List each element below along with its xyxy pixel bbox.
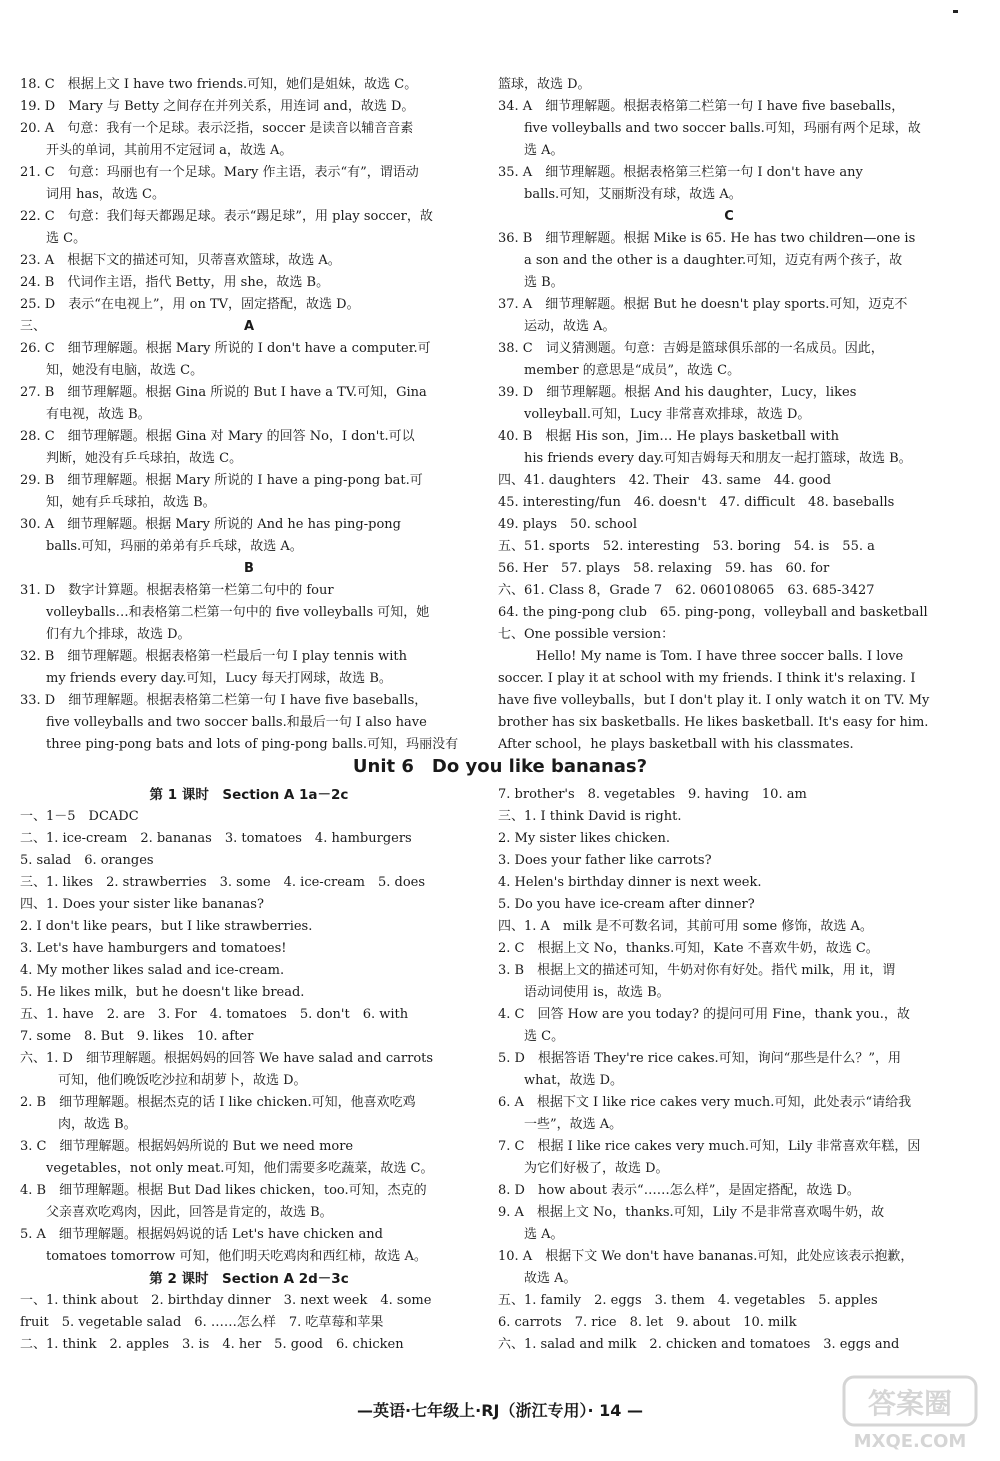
text-line: three ping-pong bats and lots of ping-pong balls.可知，玛丽没有	[46, 737, 459, 752]
text-line: 三、1. likes 2. strawberries 3. some 4. ice-cream 5. does	[20, 875, 426, 890]
text-line: After school，he plays basketball with his classmates.	[498, 737, 854, 752]
text-line: 30. A 细节理解题。根据 Mary 所说的 And he has ping-pong	[20, 517, 401, 532]
text-line: volleyballs…和表格第二栏第一句中的 five volleyballs 可知，她	[46, 605, 430, 620]
text-line: 19. D Mary 与 Betty 之间存在并列关系，用连词 and，故选 D。	[20, 99, 415, 114]
text-line: 开头的单词，其前用不定冠词 a，故选 A。	[46, 143, 293, 158]
watermark-text: 答案圈	[867, 1387, 953, 1420]
text-line: 选 C。	[524, 1029, 565, 1044]
right-column-bottom	[498, 784, 960, 1356]
text-line: 六、1. salad and milk 2. chicken and tomatoes 3. eggs and	[498, 1337, 900, 1352]
text-line: 4. C 回答 How are you today? 的提问可用 Fine，thank you.，故	[498, 1007, 910, 1022]
text-line: tomatoes tomorrow 可知，他们明天吃鸡肉和西红柿，故选 A。	[46, 1249, 427, 1264]
text-line: five volleyballs and two soccer balls.和最后一句 I also have	[46, 715, 427, 730]
text-line: 20. A 句意：我有一个足球。表示泛指，soccer 是读音以辅音音素	[20, 121, 414, 136]
text-line: fruit 5. vegetable salad 6. ……怎么样 7. 吃草莓和苹果	[20, 1315, 384, 1330]
text-line: 4. My mother likes salad and ice-cream.	[20, 963, 285, 978]
section-heading: C	[724, 209, 734, 224]
text-line: 4. B 细节理解题。根据 But Dad likes chicken，too.可知，杰克的	[20, 1183, 427, 1198]
text-line: 选 A。	[524, 1227, 564, 1242]
text-line: 56. Her 57. plays 58. relaxing 59. has 60. for	[498, 561, 830, 576]
text-line: 39. D 细节理解题。根据 And his daughter，Lucy，likes	[498, 385, 857, 400]
text-line: 40. B 根据 His son，Jim… He plays basketball with	[498, 429, 839, 444]
right-column-top	[498, 74, 960, 756]
text-line: 三、 A	[20, 316, 478, 338]
text-line: 2. B 细节理解题。根据杰克的话 I like chicken.可知，他喜欢吃鸡	[20, 1095, 416, 1110]
text-line: 运动，故选 A。	[524, 319, 616, 334]
text-line: 25. D 表示“在电视上”，用 on TV，固定搭配，故选 D。	[20, 297, 360, 312]
text-line: 五、1. family 2. eggs 3. them 4. vegetables 5. apples	[498, 1293, 878, 1308]
text-line: 3. C 细节理解题。根据妈妈所说的 But we need more	[20, 1139, 354, 1154]
lesson-heading: 第 2 课时 Section A 2d－3c	[149, 1271, 349, 1287]
text-line: 5. salad 6. oranges	[20, 853, 154, 868]
text-line: 3. Does your father like carrots?	[498, 853, 712, 868]
text-line: five volleyballs and two soccer balls.可知，玛丽有两个足球，故	[524, 121, 921, 136]
text-line: 四、1. A milk 是不可数名词，其前可用 some 修饰，故选 A。	[498, 919, 873, 934]
text-line: 可知，他们晚饭吃沙拉和胡萝卜，故选 D。	[58, 1073, 307, 1088]
text-line: 31. D 数字计算题。根据表格第一栏第二句中的 four	[20, 583, 334, 598]
text-line: 语动词使用 is，故选 B。	[524, 985, 670, 1000]
text-line: a son and the other is a daughter.可知，迈克有两个孩子，故	[524, 253, 903, 268]
text-line: 故选 A。	[524, 1271, 577, 1286]
text-line: 6. carrots 7. rice 8. let 9. about 10. milk	[498, 1315, 797, 1330]
text-line: have five volleyballs，but I don't play it. I only watch it on TV. My	[498, 693, 930, 708]
text-line: 9. A 根据上文 No，thanks.可知，Lily 不是非常喜欢喝牛奶，故	[498, 1205, 885, 1220]
text-line: 一、1－5 DCADC	[20, 809, 139, 824]
text-line: member 的意思是“成员”，故选 C。	[524, 363, 741, 378]
text-line: 34. A 细节理解题。根据表格第二栏第一句 I have five baseballs，	[498, 99, 905, 114]
text-line: 27. B 细节理解题。根据 Gina 所说的 But I have a TV.可知，Gina	[20, 385, 427, 400]
left-column-top	[20, 74, 478, 756]
section-heading: B	[244, 561, 254, 576]
text-line: 为它们好极了，故选 D。	[524, 1161, 669, 1176]
text-line: 二、1. ice-cream 2. bananas 3. tomatoes 4. hamburgers	[20, 831, 412, 846]
text-line: 28. C 细节理解题。根据 Gina 对 Mary 的回答 No，I don't.可以	[20, 429, 415, 444]
text-line: 六、1. D 细节理解题。根据妈妈的回答 We have salad and carrots	[20, 1051, 434, 1066]
text-line: 选 C。	[46, 231, 87, 246]
text-line: 22. C 句意：我们每天都踢足球。表示“踢足球”，用 play soccer，故	[20, 209, 433, 224]
text-line: 选 B。	[524, 275, 564, 290]
text-line: 7. brother's 8. vegetables 9. having 10. am	[498, 787, 807, 802]
text-line: 有电视，故选 B。	[46, 407, 151, 422]
text-line: 知，她没有电脑，故选 C。	[46, 363, 204, 378]
watermark-url: MXQE.COM	[853, 1431, 967, 1452]
text-line: 4. Helen's birthday dinner is next week.	[498, 875, 762, 890]
text-line: soccer. I play it at school with my friends. I think it's relaxing. I	[498, 671, 916, 686]
text-line: 5. Do you have ice-cream after dinner?	[498, 897, 755, 912]
text-line: 二、1. think 2. apples 3. is 4. her 5. good 6. chicken	[20, 1337, 404, 1352]
left-column-bottom	[20, 784, 478, 1356]
text-line: 选 A。	[524, 143, 564, 158]
text-line: 5. D 根据答语 They're rice cakes.可知，询问“那些是什么？”，用	[498, 1051, 901, 1066]
text-line: 七、One possible version：	[498, 627, 675, 642]
section-heading-a: A	[243, 319, 255, 334]
text-line: 判断，她没有乒乓球拍，故选 C。	[46, 451, 243, 466]
text-line: 一、1. think about 2. birthday dinner 3. next week 4. some	[20, 1293, 432, 1308]
watermark-logo	[840, 1373, 980, 1455]
text-line: 49. plays 50. school	[498, 517, 637, 532]
corner-mark	[953, 10, 958, 13]
text-line: 2. My sister likes chicken.	[498, 831, 670, 846]
text-line: brother has six basketballs. He likes basketball. It's easy for him.	[498, 715, 929, 730]
text-line: 36. B 细节理解题。根据 Mike is 65. He has two children—one is	[498, 231, 916, 246]
text-line: vegetables，not only meat.可知，他们需要多吃蔬菜，故选 C。	[46, 1161, 434, 1176]
text-line: 知，她有乒乓球拍，故选 B。	[46, 495, 216, 510]
text-line: 37. A 细节理解题。根据 But he doesn't play sports.可知，迈克不	[498, 297, 908, 312]
text-line: 四、41. daughters 42. Their 43. same 44. good	[498, 473, 832, 488]
text-line: 64. the ping-pong club 65. ping-pong，volleyball and basketball	[498, 605, 928, 620]
lesson-heading: 第 1 课时 Section A 1a－2c	[149, 787, 349, 803]
text-line: 五、1. have 2. are 3. For 4. tomatoes 5. don't 6. with	[20, 1007, 409, 1022]
text-line: balls.可知，艾丽斯没有球，故选 A。	[524, 187, 742, 202]
text-line: 3. Let's have hamburgers and tomatoes!	[20, 941, 287, 956]
text-line: 2. I don't like pears，but I like strawberries.	[20, 919, 313, 934]
text-line: 肉，故选 B。	[58, 1117, 137, 1132]
page-footer: —英语·七年级上·RJ（浙江专用）· 14 —	[357, 1401, 643, 1420]
text-line: 2. C 根据上文 No，thanks.可知，Kate 不喜欢牛奶，故选 C。	[498, 941, 879, 956]
text-line: 33. D 细节理解题。根据表格第二栏第一句 I have five baseballs，	[20, 693, 428, 708]
text-line: 23. A 根据下文的描述可知，贝蒂喜欢篮球，故选 A。	[20, 253, 341, 268]
text-line: my friends every day.可知，Lucy 每天打网球，故选 B。	[46, 671, 392, 686]
text-line: 们有九个排球，故选 D。	[46, 627, 191, 642]
text-line: 32. B 细节理解题。根据表格第一栏最后一句 I play tennis with	[20, 649, 407, 664]
text-line: 7. some 8. But 9. likes 10. after	[20, 1029, 254, 1044]
text-line: 父亲喜欢吃鸡肉，因此，回答是肯定的，故选 B。	[46, 1205, 333, 1220]
text-line: 5. He likes milk，but he doesn't like bread.	[20, 985, 305, 1000]
text-line: 一些”，故选 A。	[524, 1117, 623, 1132]
text-line: 26. C 细节理解题。根据 Mary 所说的 I don't have a computer.可	[20, 341, 431, 356]
text-line: balls.可知，玛丽的弟弟有乒乓球，故选 A。	[46, 539, 303, 554]
text-line: 8. D how about 表示“……怎么样”，是固定搭配，故选 D。	[498, 1183, 860, 1198]
text-line: his friends every day.可知吉姆每天和朋友一起打篮球，故选 B。	[524, 451, 912, 466]
text-line: 四、1. Does your sister like bananas?	[20, 897, 264, 912]
text-line: 38. C 词义猜测题。句意：吉姆是篮球俱乐部的一名成员。因此，	[498, 341, 884, 356]
text-line: 29. B 细节理解题。根据 Mary 所说的 I have a ping-pong bat.可	[20, 473, 423, 488]
text-line: 45. interesting/fun 46. doesn't 47. difficult 48. baseballs	[498, 495, 895, 510]
text-line: 35. A 细节理解题。根据表格第三栏第一句 I don't have any	[498, 165, 863, 180]
text-line: 词用 has，故选 C。	[46, 187, 166, 202]
text-line: Hello! My name is Tom. I have three soccer balls. I love	[536, 649, 904, 664]
text-line: 7. C 根据 I like rice cakes very much.可知，Lily 非常喜欢年糕，因	[498, 1139, 921, 1154]
text-line: 五、51. sports 52. interesting 53. boring 54. is 55. a	[498, 539, 875, 554]
text-line: 三、1. I think David is right.	[498, 809, 682, 824]
text-line: 3. B 根据上文的描述可知，牛奶对你有好处。指代 milk，用 it，谓	[498, 963, 896, 978]
unit-title: Unit 6 Do you like bananas?	[352, 756, 648, 777]
text-line: 21. C 句意：玛丽也有一个足球。Mary 作主语，表示“有”，谓语动	[20, 165, 419, 180]
text-line: 5. A 细节理解题。根据妈妈说的话 Let's have chicken and	[20, 1227, 383, 1242]
text-line: 六、61. Class 8，Grade 7 62. 060108065 63. 685-3427	[498, 583, 875, 598]
text-line: 18. C 根据上文 I have two friends.可知，她们是姐妹，故选 C。	[20, 77, 418, 92]
text-line: 6. A 根据下文 I like rice cakes very much.可知，此处表示“请给我	[498, 1095, 912, 1110]
text-line: 篮球，故选 D。	[498, 77, 591, 92]
text-line: volleyball.可知，Lucy 非常喜欢排球，故选 D。	[524, 407, 811, 422]
text-line: 10. A 根据下文 We don't have bananas.可知，此处应该表示抱歉，	[498, 1249, 914, 1264]
text-line: what，故选 D。	[524, 1073, 624, 1088]
text-line: 24. B 代词作主语，指代 Betty，用 she，故选 B。	[20, 275, 330, 290]
